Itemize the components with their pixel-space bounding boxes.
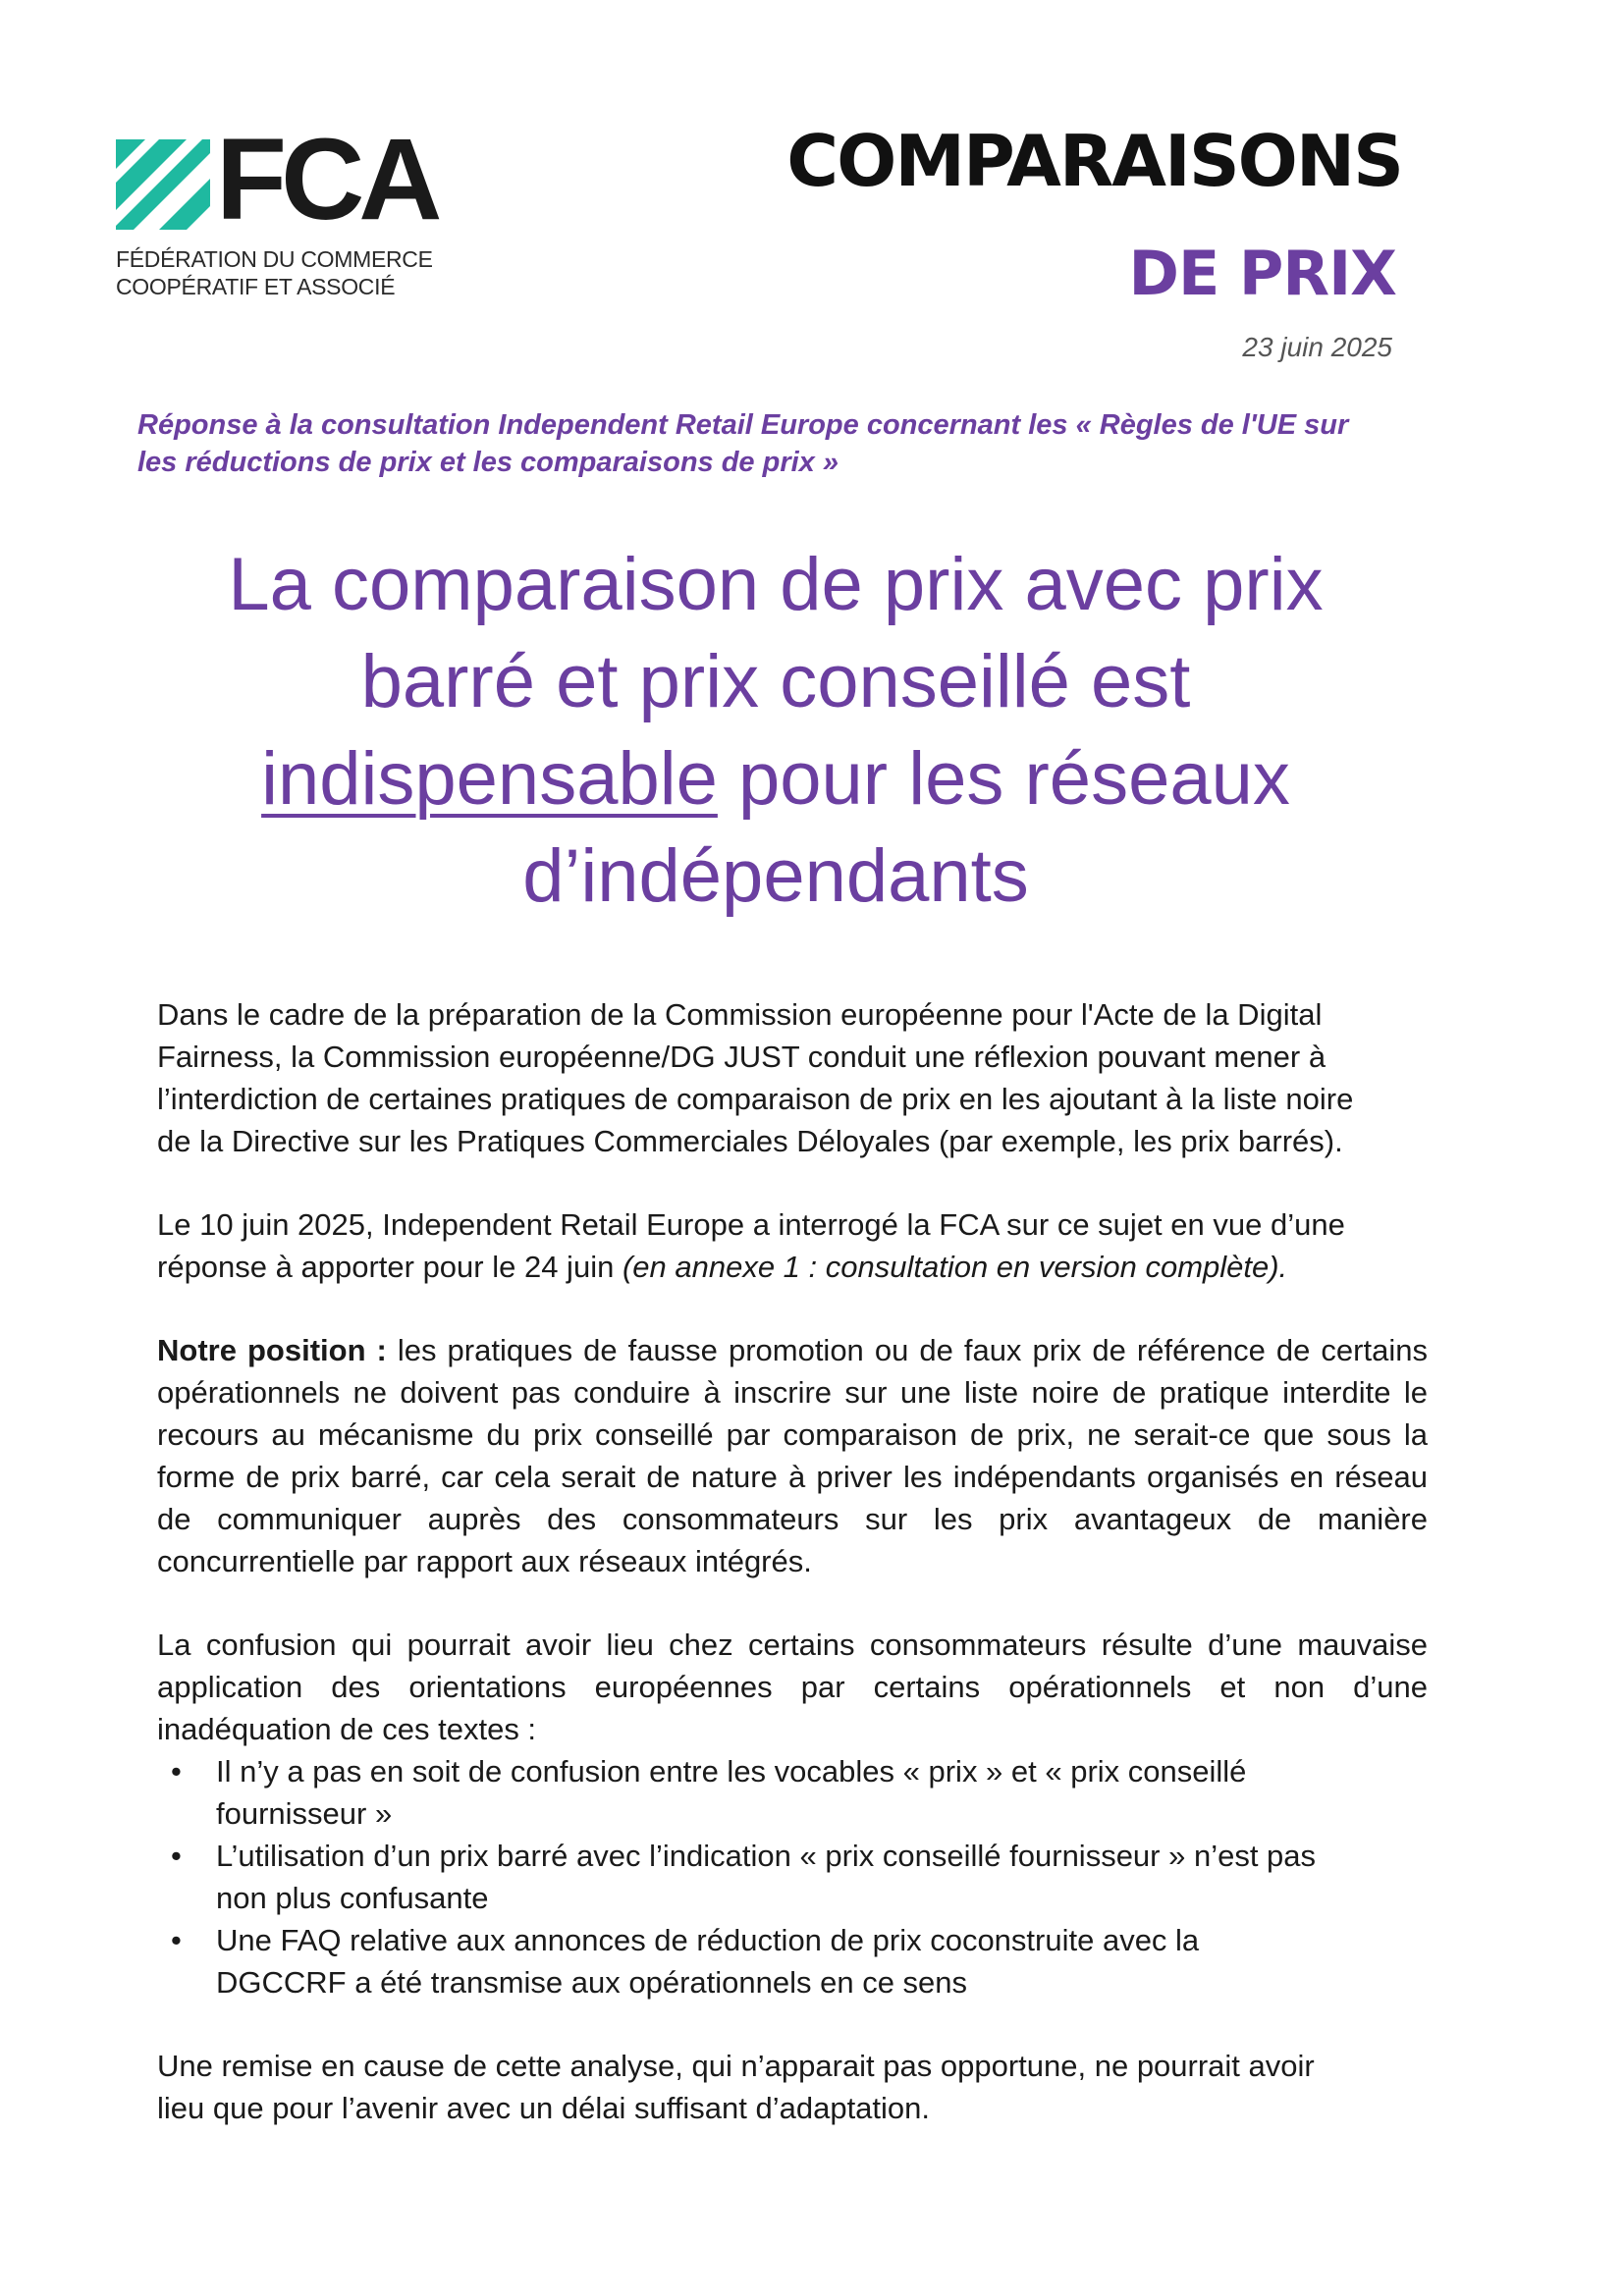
list-item: [157, 1919, 1428, 2003]
logo-subtitle-line1: FÉDÉRATION DU COMMERCE: [116, 246, 433, 272]
intro-line1: Réponse à la consultation Independent Retail Europe concernant les « Règles de l'UE sur: [137, 409, 1349, 441]
position-text: les pratiques de fausse promotion ou de faux prix de référence de certains opérationnels ne doivent pas conduire à inscrire sur une liste noire de pratique interdite le recours au mécanisme du prix conseillé par comparaison de prix, ne serait-ce que sous la forme de prix barré, car cela serait de nature à priver les indépendants organisés en réseau de communiquer auprès des consommateurs sur les prix avantageux de manière concurrentielle par rapport aux réseaux intégrés.: [157, 1333, 1428, 1578]
paragraph-1: [157, 993, 1428, 1162]
list-item-line2: fournisseur »: [216, 1796, 393, 1831]
headline-line3: [128, 730, 1424, 828]
paragraph-confusion: La confusion qui pourrait avoir lieu chez certains consommateurs résulte d’une mauvaise application des orientations européennes par certains opérationnels et non d’une inadéquation de ces textes :: [157, 1628, 1428, 1746]
paragraph-1-line: Dans le cadre de la préparation de la Commission européenne pour l'Acte de la Digital: [157, 997, 1323, 1032]
headline: [128, 536, 1424, 925]
paragraph-conclusion-line1: Une remise en cause de cette analyse, qui n’apparait pas opportune, ne pourrait avoir: [157, 2049, 1315, 2083]
headline-underlined-word: indispensable: [261, 737, 718, 821]
list-item: [157, 1750, 1428, 1835]
list-item-line2: DGCCRF a été transmise aux opérationnels en ce sens: [216, 1965, 968, 2000]
logo-subtitle-line2: COOPÉRATIF ET ASSOCIÉ: [116, 274, 396, 299]
paragraph-2-line1: Le 10 juin 2025, Independent Retail Europe a interrogé la FCA sur ce sujet en vue d’une: [157, 1207, 1345, 1242]
document-title: COMPARAISONS: [786, 120, 1402, 202]
paragraph-2-line2-start: réponse à apporter pour le 24 juin: [157, 1250, 623, 1284]
paragraph-1-line: l’interdiction de certaines pratiques de comparaison de prix en les ajoutant à la liste noire: [157, 1082, 1354, 1116]
list-item-line1: L’utilisation d’un prix barré avec l’indication « prix conseillé fournisseur » n’est pas: [216, 1839, 1317, 1873]
paragraph-2: [157, 1203, 1428, 1288]
headline-line3-rest: pour les réseaux: [717, 737, 1290, 821]
headline-line4: d’indépendants: [522, 834, 1029, 918]
bullet-icon: •: [171, 1754, 182, 1789]
fca-logo: [116, 115, 469, 312]
logo-subtitle: [116, 245, 433, 300]
annex-reference: (en annexe 1 : consultation en version complète).: [622, 1250, 1288, 1284]
paragraph-conclusion: [157, 2045, 1428, 2129]
headline-line1: La comparaison de prix avec prix: [228, 543, 1324, 626]
document-date: 23 juin 2025: [1242, 332, 1392, 362]
position-label: Notre position :: [157, 1333, 387, 1367]
bullet-list: [157, 1750, 1428, 2003]
paragraph-position: [157, 1329, 1428, 1582]
document-subtitle: DE PRIX: [1128, 238, 1396, 309]
bullet-icon: •: [171, 1923, 182, 1957]
logo-letters: FCA: [216, 115, 437, 244]
fca-stripes-icon: [116, 139, 210, 230]
paragraph-conclusion-line2: lieu que pour l’avenir avec un délai suffisant d’adaptation.: [157, 2091, 931, 2125]
list-item: [157, 1835, 1428, 1919]
body-text: [157, 993, 1428, 2129]
list-item-line1: Il n’y a pas en soit de confusion entre les vocables « prix » et « prix conseillé: [216, 1754, 1247, 1789]
intro-text: [137, 406, 1443, 481]
intro-line2: les réductions de prix et les comparaisons de prix »: [137, 447, 839, 478]
list-item-line1: Une FAQ relative aux annonces de réduction de prix coconstruite avec la: [216, 1923, 1200, 1957]
paragraph-1-line: Fairness, la Commission européenne/DG JUST conduit une réflexion pouvant mener à: [157, 1040, 1326, 1074]
paragraph-2-line2: [157, 1246, 1428, 1288]
headline-line2: barré et prix conseillé est: [360, 640, 1191, 723]
bullet-icon: •: [171, 1839, 182, 1873]
paragraph-1-line: de la Directive sur les Pratiques Commerciales Déloyales (par exemple, les prix barrés).: [157, 1124, 1343, 1158]
list-item-line2: non plus confusante: [216, 1881, 489, 1915]
